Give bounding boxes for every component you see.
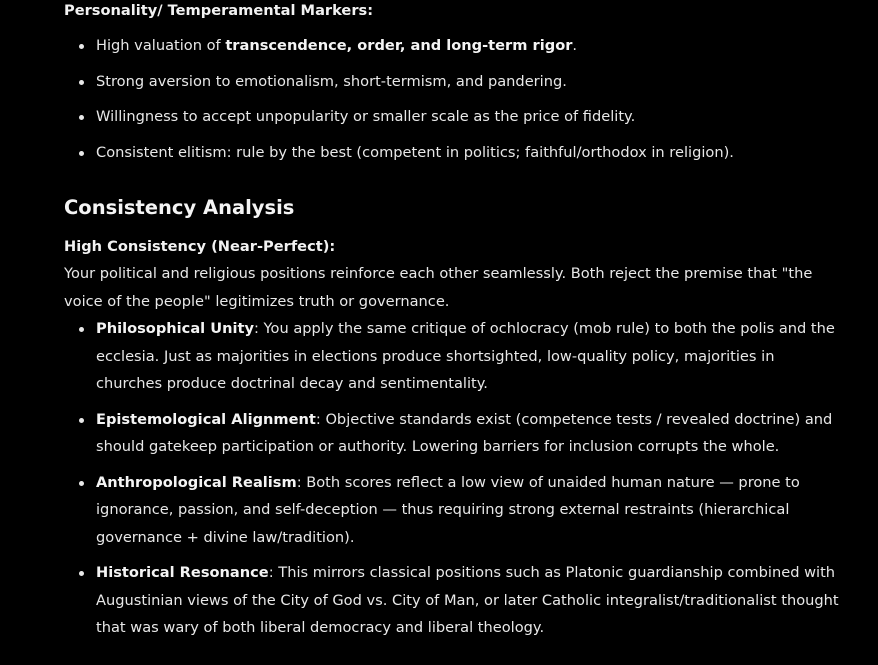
section-title: Consistency Analysis: [64, 196, 295, 219]
item-bold-text: Historical Resonance: [96, 564, 269, 581]
item-bold-text: Philosophical Unity: [96, 320, 254, 337]
item-text: : Objective standards exist (competence tests / revealed doctrine) and should gatekeep participation or authority. Lowering barriers for inclusion corrupts the whole.: [96, 410, 833, 455]
item-suffix: .: [572, 37, 578, 54]
item-bold-text: Anthropological Realism: [96, 473, 297, 491]
item-text: High valuation of: [96, 37, 226, 54]
personality-heading: Personality/ Temperamental Markers:: [64, 2, 374, 19]
item-text: Strong aversion to emotionalism, short-termism, and pandering.: [96, 72, 567, 90]
item-text: : Both scores reflect a low view of unaided human nature — prone to ignorance, passion, and self-deception — thus requiring strong external restraints (hierarchical governance + divine law/tradition).: [96, 473, 800, 546]
item-bold-text: Epistemological Alignment: [96, 410, 316, 428]
item-text: : This mirrors classical positions such as Platonic guardianship combined with Augustinian views of the City of God vs. City of Man, or later Catholic integralist/traditionalist thought that was wary of both liberal democracy and liberal theology.: [96, 564, 839, 636]
list-item: [64, 406, 844, 461]
list-item: [64, 139, 844, 167]
consistency-subheading: High Consistency (Near-Perfect):: [64, 238, 336, 255]
item-text: : You apply the same critique of ochlocracy (mob rule) to both the polis and the ecclesia. Just as majorities in elections produce shortsighted, low-quality policy, majorities in churches produce doctrinal decay and sentimentality.: [96, 320, 835, 392]
item-bold-text: transcendence, order, and long-term rigor: [225, 37, 573, 54]
consistency-list: [64, 315, 844, 642]
list-item: [64, 559, 844, 642]
personality-list: [64, 32, 844, 166]
list-item: [64, 32, 844, 60]
consistency-intro: Your political and religious positions reinforce each other seamlessly. Both reject the premise that "the voice of the people" legitimizes truth or governance.: [64, 265, 813, 310]
document-content: [64, 0, 844, 650]
list-item: [64, 469, 844, 552]
list-item: [64, 103, 844, 131]
list-item: [64, 68, 844, 96]
item-text: Consistent elitism: rule by the best (competent in politics; faithful/orthodox in religion).: [96, 143, 734, 161]
list-item: [64, 315, 844, 398]
item-text: Willingness to accept unpopularity or smaller scale as the price of fidelity.: [96, 108, 636, 125]
